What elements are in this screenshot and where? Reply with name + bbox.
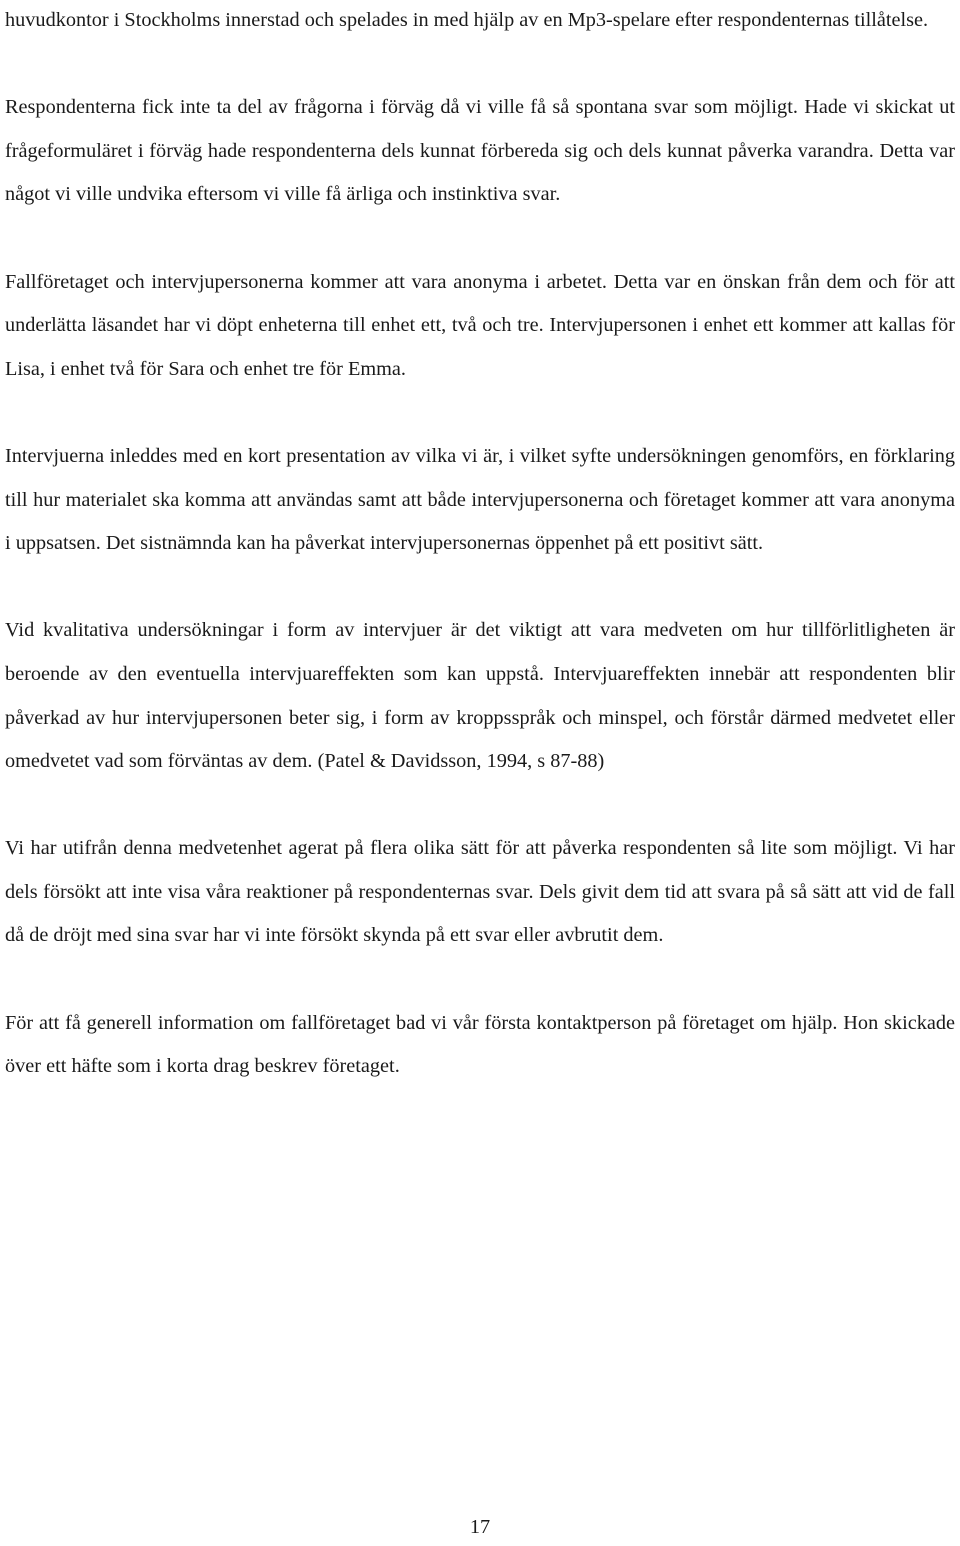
paragraph-interview-questions: Respondenterna fick inte ta del av frågorna i förväg då vi ville få så spontana svar som möjligt. Hade vi skickat ut frågeformuläret i förväg hade respondenterna dels kunnat förbereda sig och dels kunnat påverka varandra. Detta var något vi ville undvika eftersom vi ville få ärliga och instinktiva svar. (5, 96, 955, 206)
page-number: 17 (469, 1516, 491, 1538)
document-page (5, 0, 955, 1132)
paragraph-interviewer-effect: Vid kvalitativa undersökningar i form av intervjuer är det viktigt att vara medveten om hur tillförlitligheten är beroende av den eventuella intervjuareffekten som kan uppstå. Intervjuareffekten innebär att respondenten blir påverkad av hur intervjupersonen beter sig, i form av kroppsspråk och minspel, och förstår därmed medvetet eller omedvetet vad som förväntas av dem. (Patel & Davidsson, 1994, s 87-88) (5, 619, 955, 773)
paragraph-awareness: Vi har utifrån denna medvetenhet agerat på flera olika sätt för att påverka respondenten så lite som möjligt. Vi har dels försökt att inte visa våra reaktioner på respondenternas svar. Dels givit dem tid att svara på så sätt att vid de fall då de dröjt med sina svar har vi inte försökt skynda på ett svar eller avbrutit dem. (5, 837, 955, 947)
paragraph-interview-intro: Intervjuerna inleddes med en kort presentation av vilka vi är, i vilket syfte undersökningen genomförs, en förklaring till hur materialet ska komma att användas samt att både intervjupersonerna och företaget kommer att vara anonyma i uppsatsen. Det sistnämnda kan ha påverkat intervjupersonernas öppenhet på ett positivt sätt. (5, 444, 955, 555)
paragraph-anonymity: Fallföretaget och intervjupersonerna kommer att vara anonyma i arbetet. Detta var en önskan från dem och för att underlätta läsandet har vi döpt enheterna till enhet ett, två och tre. Intervjupersonen i enhet ett kommer att kallas för Lisa, i enhet två för Sara och enhet tre för Emma. (5, 270, 955, 380)
paragraph-company-info: För att få generell information om fallföretaget bad vi vår första kontaktperson på företaget om hjälp. Hon skickade över ett häfte som i korta drag beskrev företaget. (5, 1011, 955, 1078)
paragraph-continuation: huvudkontor i Stockholms innerstad och spelades in med hjälp av en Mp3-spelare efter respondenternas tillåtelse. (5, 9, 929, 31)
